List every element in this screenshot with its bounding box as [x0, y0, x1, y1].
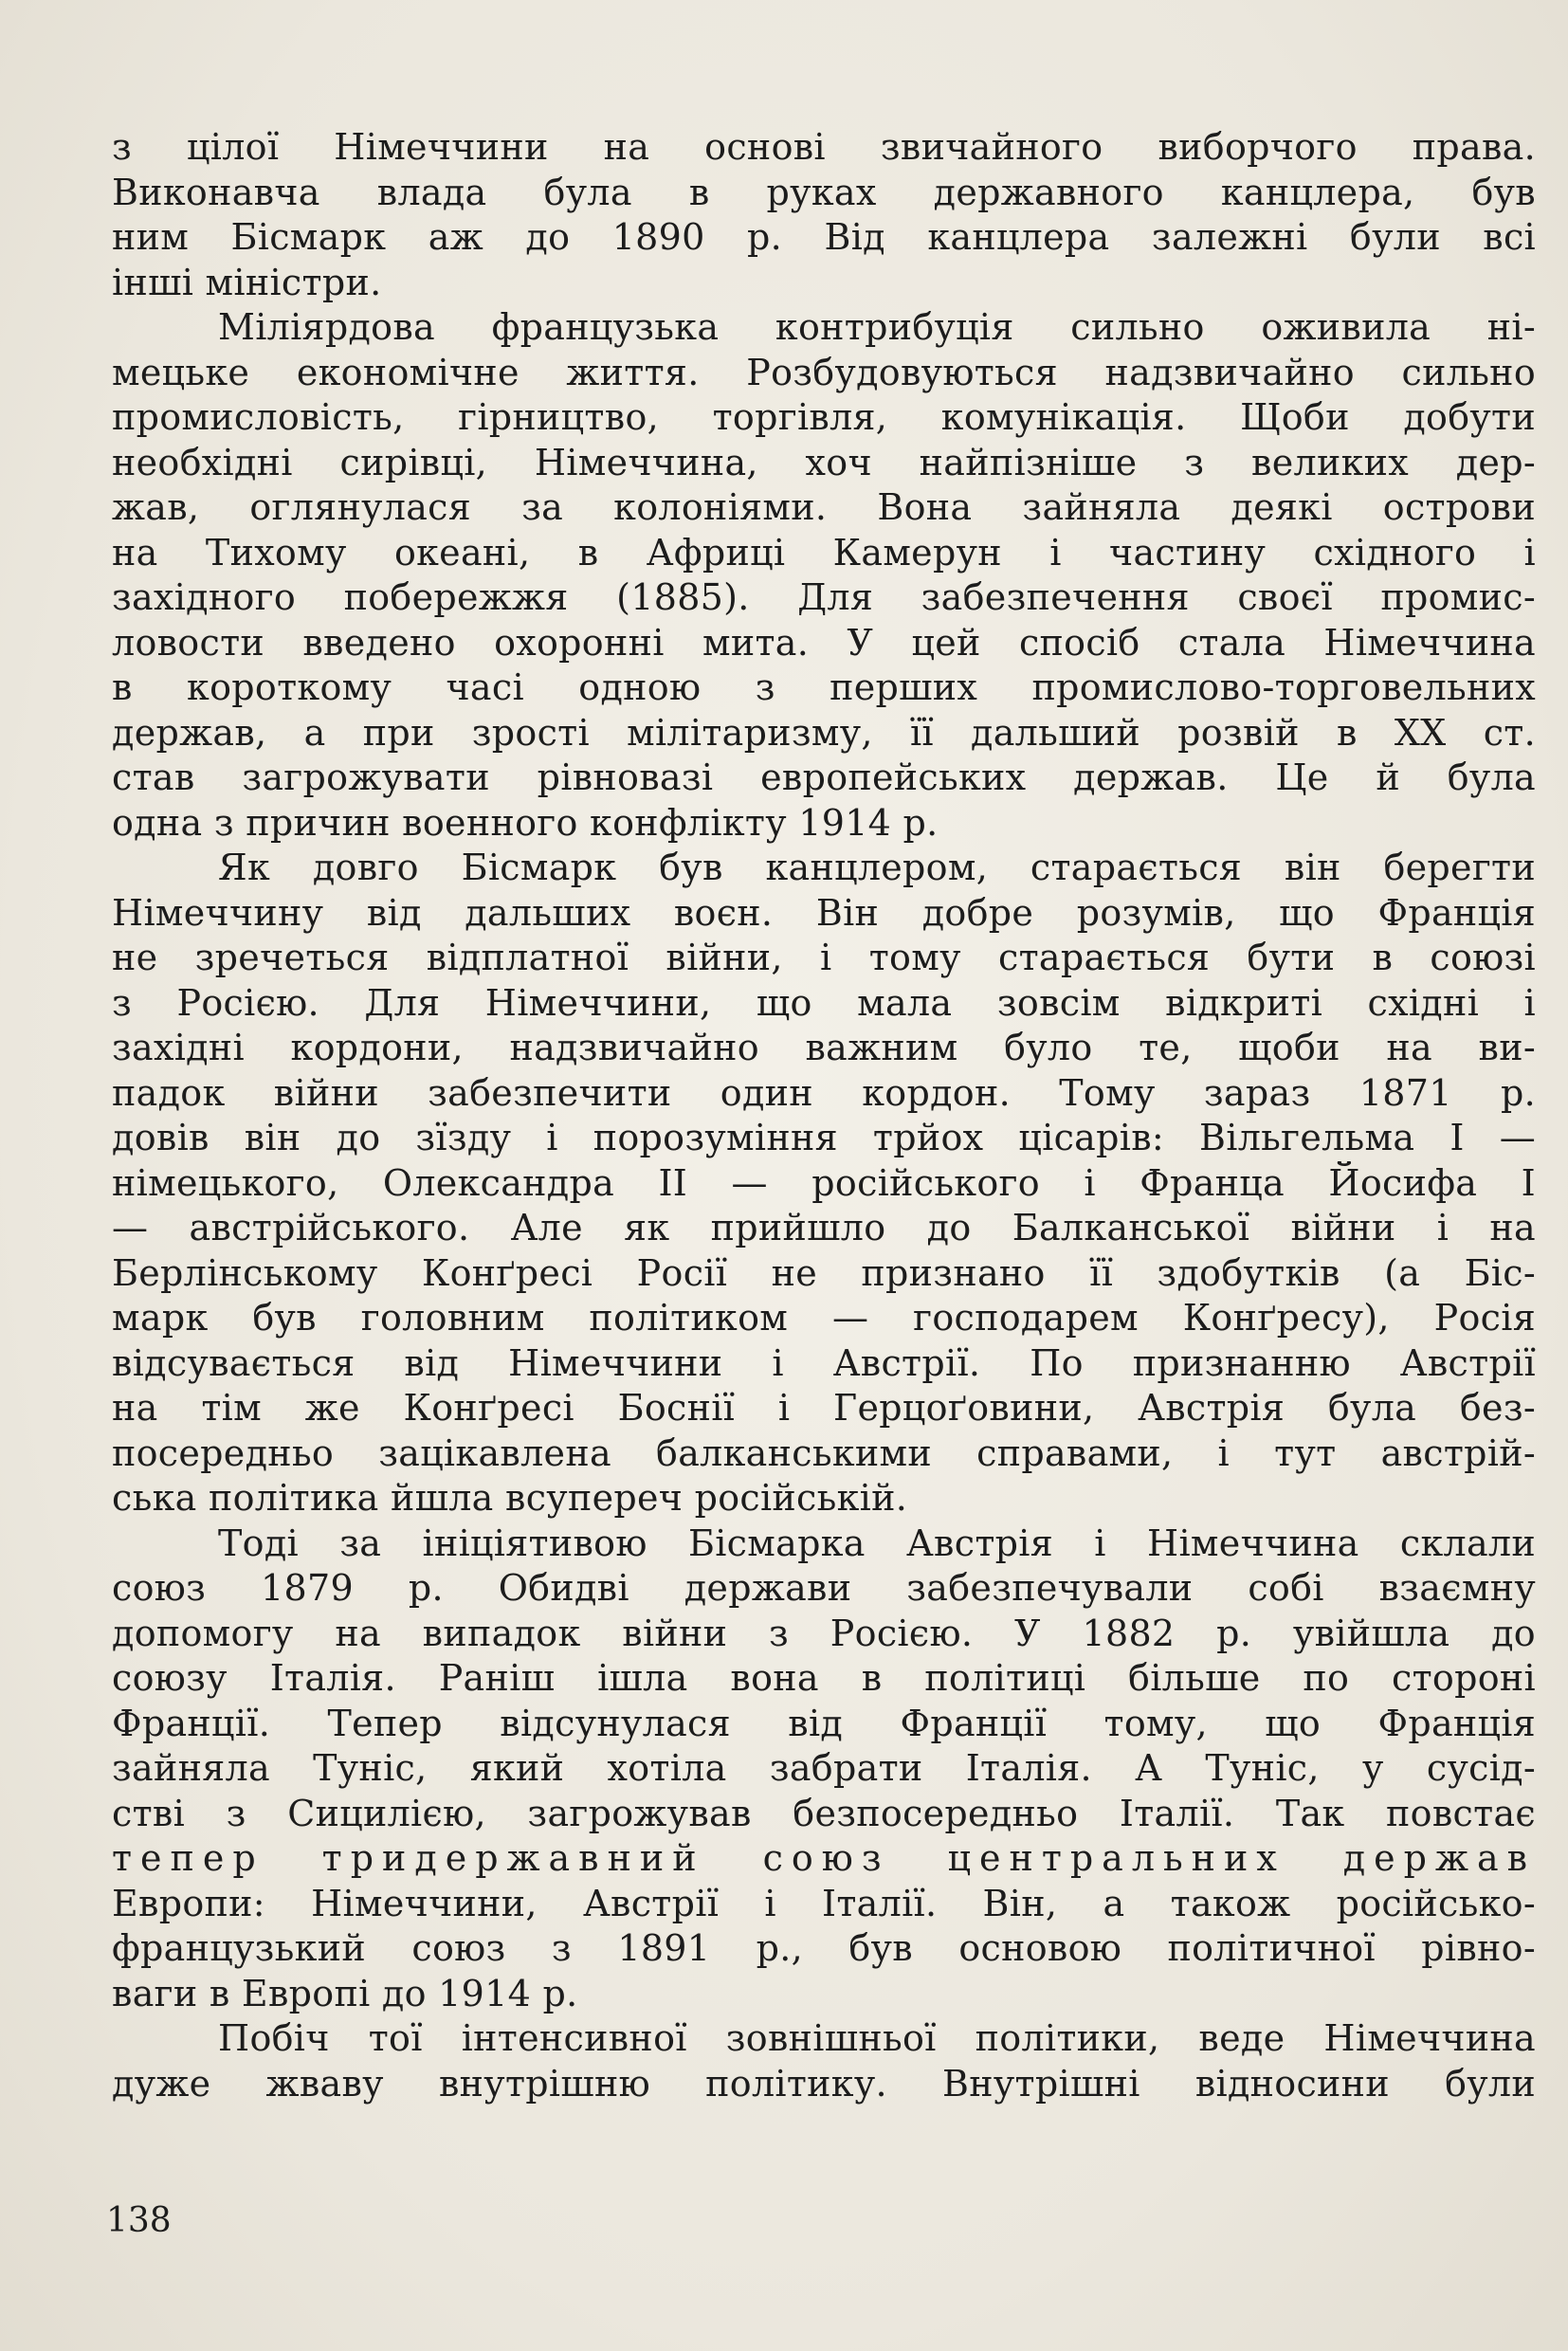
text-line: ваги в Европі до 1914 р. [112, 1972, 578, 2014]
text-line: марк був головним політиком — господарем Конґресу), Росія [112, 1297, 1536, 1339]
text-line: одна з причин военного конфлікту 1914 р. [112, 801, 939, 844]
text-line: Виконавча влада була в руках державного канцлера, був [112, 171, 1536, 213]
text-line: держав, а при зрості мілітаризму, її дальший розвій в XX ст. [112, 711, 1536, 754]
text-line: німецького, Олександра II — російського і Франца Йосифа I [112, 1161, 1536, 1204]
text-line: союзу Італія. Раніш ішла вона в політиці більше по стороні [112, 1657, 1536, 1699]
text-line: Европи: Німеччини, Австрії і Італії. Він, а також російсько- [112, 1882, 1536, 1924]
text-line: союз 1879 р. Обидві держави забезпечували собі взаємну [112, 1567, 1536, 1609]
text-line: Берлінському Конґресі Росії не признано її здобутків (а Біс- [112, 1251, 1536, 1294]
paragraph-1 [112, 125, 1536, 305]
text-line: стві з Сицилією, загрожував безпосередньо Італії. Так повстає [112, 1792, 1536, 1834]
text-line: ним Бісмарк аж до 1890 р. Від канцлера залежні були всі [112, 216, 1536, 258]
paragraph-4 [112, 1522, 1536, 2017]
text-line: Міліярдова французька контрибуція сильно оживила ні- [218, 306, 1536, 348]
text-line: в короткому часі одною з перших промислово-торговельних [112, 666, 1536, 708]
text-line: жав, оглянулася за колоніями. Вона зайняла деякі острови [112, 486, 1536, 528]
text-line: Побіч тої інтенсивної зовнішньої політики, веде Німеччина [218, 2017, 1536, 2059]
text-line: ловости введено охоронні мита. У цей спосіб стала Німеччина [112, 621, 1536, 664]
text-line: — австрійського. Але як прийшло до Балканської війни і на [112, 1207, 1536, 1248]
text-line: з Росією. Для Німеччини, що мала зовсім відкриті східні і [112, 981, 1536, 1024]
text-line: мецьке економічне життя. Розбудовуються надзвичайно сильно [112, 351, 1536, 393]
paragraph-2 [112, 305, 1536, 846]
text-line: довів він до зїзду і порозуміння трйох цісарів: Вільгельма I — [112, 1117, 1536, 1158]
text-line: на тім же Конґресі Боснії і Герцоґовини, Австрія була без- [112, 1387, 1536, 1429]
text-line: західного побережжя (1885). Для забезпечення своєї промис- [112, 576, 1536, 618]
text-line: необхідні сирівці, Німеччина, хоч найпізніше з великих дер- [112, 441, 1536, 483]
body-text [112, 125, 1536, 2106]
text-line: посередньо зацікавлена балканськими справами, і тут австрій- [112, 1431, 1536, 1474]
text-line: інші міністри. [112, 261, 382, 303]
text-line: з цілої Німеччини на основі звичайного виборчого права. [112, 126, 1536, 168]
text-line: Як довго Бісмарк був канцлером, старається він берегти [218, 847, 1536, 888]
text-line: Франції. Тепер відсунулася від Франції тому, що Франція [112, 1702, 1536, 1744]
text-line: відсувається від Німеччини і Австрії. По признанню Австрії [112, 1341, 1536, 1384]
text-line: дуже жваву внутрішню політику. Внутрішні відносини були [112, 2062, 1536, 2105]
text-line: промисловість, гірництво, торгівля, комунікація. Щоби добути [112, 396, 1536, 438]
text-line: став загрожувати рівновазі европейських держав. Це й була [112, 756, 1536, 798]
text-line: падок війни забезпечити один кордон. Тому зараз 1871 р. [112, 1071, 1536, 1114]
text-line: допомогу на випадок війни з Росією. У 1882 р. увійшла до [112, 1612, 1536, 1654]
text-line: на Тихому океані, в Африці Камерун і частину східного і [112, 531, 1536, 574]
paragraph-3 [112, 846, 1536, 1522]
text-line: ська політика йшла всупереч російській. [112, 1477, 908, 1519]
text-line: не зречеться відплатної війни, і тому старається бути в союзі [112, 937, 1536, 978]
paragraph-5 [112, 2016, 1536, 2106]
page-number: 138 [106, 2201, 172, 2240]
text-line: західні кордони, надзвичайно важним було те, щоби на ви- [112, 1027, 1536, 1068]
text-line-spaced: тепер тридержавний союз центральних держав [112, 1837, 1536, 1879]
text-line: зайняла Туніс, який хотіла забрати Італія. А Туніс, у сусід- [112, 1747, 1536, 1789]
text-line: Німеччину від дальших воєн. Він добре розумів, що Франція [112, 891, 1536, 934]
text-line: французький союз з 1891 р., був основою політичної рівно- [112, 1927, 1536, 1969]
text-line: Тоді за ініціятивою Бісмарка Австрія і Німеччина склали [218, 1522, 1536, 1564]
